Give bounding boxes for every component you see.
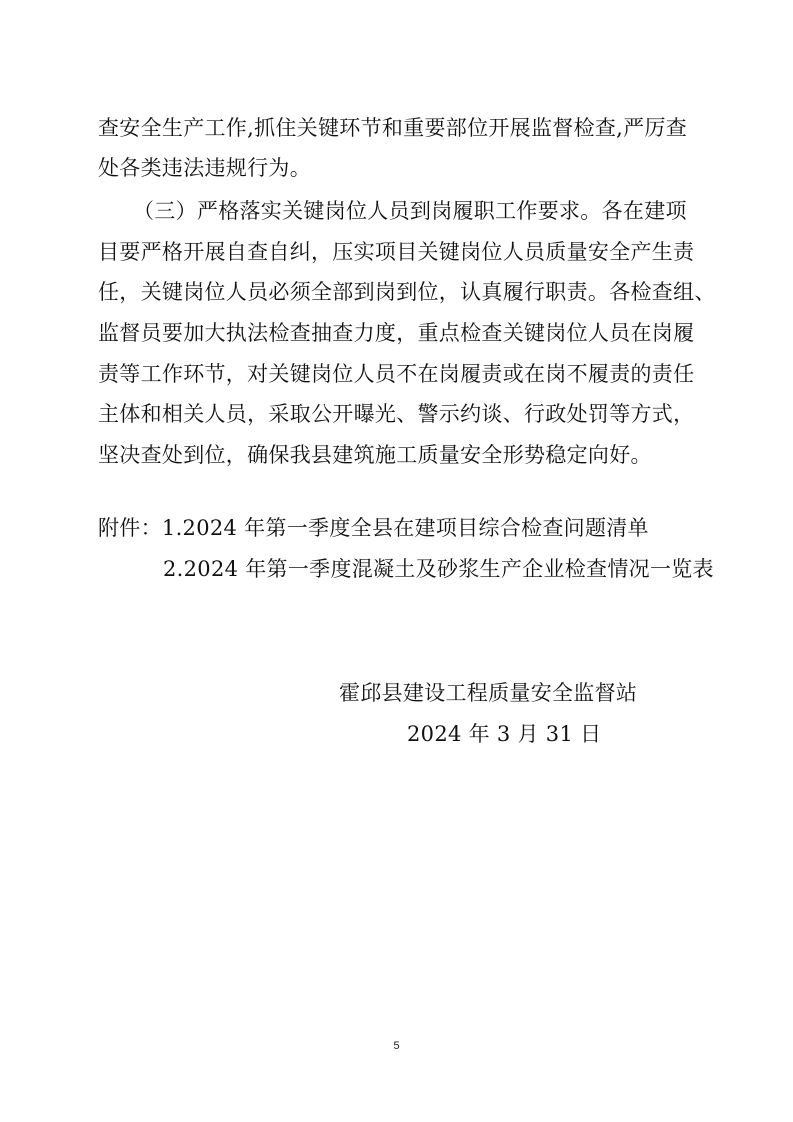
body-text-line: 主体和相关人员，采取公开曝光、警示约谈、行政处罚等方式， bbox=[98, 402, 695, 426]
attachment-item: 1.2024 年第一季度全县在建项目综合检查问题清单 bbox=[161, 516, 649, 540]
section-three-heading-line: （三）严格落实关键岗位人员到岗履职工作要求。各在建项 bbox=[133, 199, 687, 223]
body-text-line: 处各类违法违规行为。 bbox=[98, 156, 311, 180]
page-number: 5 bbox=[393, 1040, 400, 1052]
signature-organization: 霍邱县建设工程质量安全监督站 bbox=[339, 681, 638, 705]
signature-date: 2024 年 3 月 31 日 bbox=[407, 722, 602, 746]
body-text-line: 任，关键岗位人员必须全部到岗到位，认真履行职责。各检查组、 bbox=[98, 280, 716, 304]
body-text-line: 查安全生产工作,抓住关键环节和重要部位开展监督检查,严厉查 bbox=[98, 116, 688, 140]
body-text-line: 坚决查处到位，确保我县建筑施工质量安全形势稳定向好。 bbox=[98, 443, 652, 467]
body-text-line: 监督员要加大执法检查抽查力度，重点检查关键岗位人员在岗履 bbox=[98, 321, 695, 345]
attachments-block bbox=[98, 508, 649, 548]
body-text-line: 目要严格开展自查自纠，压实项目关键岗位人员质量安全产生责 bbox=[98, 240, 695, 264]
attachment-item: 2.2024 年第一季度混凝土及砂浆生产企业检查情况一览表 bbox=[163, 557, 714, 581]
attachments-label: 附件： bbox=[98, 516, 162, 540]
body-text-line: 责等工作环节，对关键岗位人员不在岗履责或在岗不履责的责任 bbox=[98, 362, 695, 386]
